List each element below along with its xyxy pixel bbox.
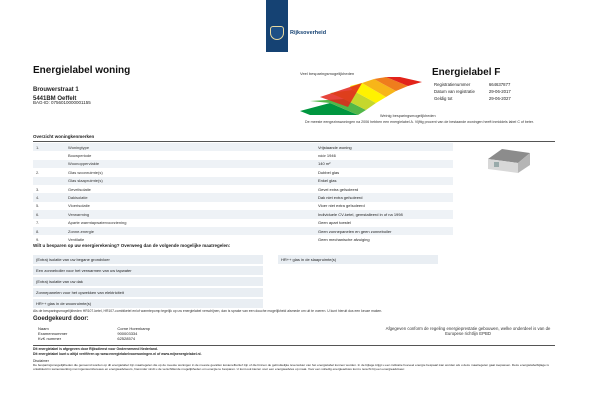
cell-num: 8. — [33, 227, 65, 235]
cell-value: Geen apart toestel — [318, 220, 351, 226]
cell-num — [33, 151, 65, 159]
cell-num — [33, 160, 65, 168]
disclaimer-text: De besparingsmogelijkheden die genoemd worden op dit energielabel zijn maatregelen die op de meeste woningen in de meeste gevallen kosteneffectief zijn of die binnen de gebruikelijke levensduur van het energielabel kunnen worden. In de bijlage krijgt u een indicatie hoeveel energie bespaart kan worden als u deze maatregelen gaat toepassen. Deze energielabelbijlage is ontwikkeld in samenwerking met ingenieursbureaus en energieadviseurs, hieronder vindt u de verschillende mogelijkheden om energie te besparen. U kunt ook kiezen voor een energieadvies op maat. Voor een volledig energieadvies kunt u terecht bij een energieadviseur. — [33, 363, 549, 371]
cell-key: Bouwperiode — [68, 153, 92, 159]
reg-key: Geldig tot — [434, 96, 453, 101]
cell-value: 140 m² — [315, 160, 453, 168]
measure-item: (Extra) isolatie van uw dak — [33, 277, 263, 286]
savings-question: Wilt u besparen op uw energierekening? Overweeg dan de volgende mogelijke maatregelen: — [33, 243, 231, 248]
measure-item: Een zonneboiler voor het verwarmen van uw tapwater — [33, 266, 263, 275]
scale-caption-low: Weinig besparingsmogelijkheden — [380, 114, 436, 118]
characteristics-table — [33, 143, 453, 244]
cell-value: Gevel extra geïsoleerd — [318, 186, 359, 192]
bag-id: BAG-ID: 0756010000001155 — [33, 100, 91, 105]
characteristics-heading: Overzicht woningkenmerken — [33, 134, 95, 139]
table-row — [33, 193, 453, 201]
table-row — [33, 160, 453, 168]
house-icon — [484, 145, 534, 175]
cell-value: Vloer niet extra geïsoleerd — [318, 203, 365, 209]
table-row — [33, 219, 453, 227]
table-row — [33, 168, 453, 176]
cell-num: 6. — [33, 210, 65, 218]
approved-table — [38, 326, 200, 341]
reg-value: 29-06-2017 — [488, 89, 511, 94]
approved-value: 62528574 — [117, 336, 136, 341]
cell-key: Vloerisolatie — [68, 203, 90, 209]
table-row — [33, 185, 453, 193]
approved-key: Naam — [38, 326, 49, 331]
cell-value: Dubbel glas — [318, 169, 340, 175]
cell-num: 3. — [36, 186, 40, 192]
measure-item: HR++ glas in de slaapruimte(s) — [278, 255, 438, 264]
measure-item: HR++ glas in de woonruimte(s) — [33, 299, 263, 308]
cell-value: Geen mechanische afzuiging — [318, 236, 370, 242]
cell-key: Zonne-energie — [65, 227, 315, 235]
logo-text: Rijksoverheid — [290, 30, 327, 36]
reg-row — [434, 96, 523, 101]
cell-key: Verwarming — [65, 210, 315, 218]
cell-num: 5. — [36, 203, 40, 209]
approved-value: Corne Horenkamp — [117, 326, 151, 331]
approved-key: Examennummer — [38, 331, 68, 336]
reg-value: 664637877 — [488, 82, 511, 87]
cell-key: Woningtype — [65, 143, 315, 151]
cell-value: vóór 1946 — [318, 153, 336, 159]
approved-key: KvK nummer — [38, 336, 62, 341]
cell-value: Enkel glas — [315, 177, 453, 185]
cell-value: Geen zonnepanelen en geen zonneboiler — [315, 227, 453, 235]
table-row — [33, 143, 453, 151]
measure-item: Zonnepanelen voor het opwekken van elektriciteit — [33, 288, 263, 297]
cell-num: 2. — [36, 169, 40, 175]
approved-heading: Goedgekeurd door: — [33, 316, 89, 322]
cell-key: Woonoppervlakte — [65, 160, 315, 168]
cell-key: Ventilatie — [68, 236, 85, 242]
divider — [33, 345, 555, 346]
footer-line1: Dit energielabel is afgegeven door Rijksdienst voor Ondernemend Nederland. — [33, 347, 158, 351]
reg-row — [434, 82, 523, 87]
approved-value: 900003334 — [117, 331, 138, 336]
label-description: De meeste eengezinswoningen na 2006 hebben een energielabel A. Vijftig procent van de bestaande woningen heeft inmiddels label C of beter. — [305, 120, 534, 124]
cell-value: Dak niet extra geïsoleerd — [315, 193, 453, 201]
cell-num: 1. — [33, 143, 65, 151]
reg-key: Registratienummer — [434, 82, 471, 87]
issued-statement: Afgegeven conform de regeling energieprestatie gebouwen, welke onderdeel is van de Europese richtlijn EPBD — [385, 326, 551, 337]
cell-value: Vrijstaande woning — [315, 143, 453, 151]
table-row — [33, 227, 453, 235]
cell-key: Glas woonruimte(s) — [68, 169, 103, 175]
cell-key: Gevelisolatie — [68, 186, 91, 192]
energy-label-title: Energielabel F — [432, 67, 501, 78]
cell-num: 7. — [36, 220, 40, 226]
disclaimer-title: Disclaimer — [33, 359, 49, 363]
reg-row — [434, 89, 523, 94]
page-title: Energielabel woning — [33, 65, 131, 76]
measure-item: (Extra) isolatie van uw begane grondvloer — [33, 255, 263, 264]
cell-num — [33, 177, 65, 185]
reg-value: 29-06-2027 — [488, 96, 511, 101]
reg-key: Datum van registratie — [434, 89, 475, 94]
cell-num: 4. — [33, 193, 65, 201]
divider — [33, 141, 555, 142]
table-row — [33, 202, 453, 210]
table-row — [33, 210, 453, 218]
cell-num: 9. — [36, 236, 40, 242]
cell-key: Glas slaapruimte(s) — [65, 177, 315, 185]
energy-label-graphic — [300, 77, 430, 117]
approved-row — [38, 336, 200, 341]
scale-caption-high: Veel besparingsmogelijkheden — [300, 71, 355, 76]
measures-note: Als de besparingsmogelijkheden HR107-ketel, HR107-combiketel en/of warmtepomp tegelijk op uw energielabel verschijnen, dan is sprake van een douche mogelijkheid alsmede om uit te voeren. U kunt hieruit dus een keuze maken. — [33, 309, 383, 313]
table-row — [33, 177, 453, 185]
address-line2: 5441BM Oeffelt — [33, 95, 77, 102]
footer-line2: Dit energielabel kunt u altijd verifiëren op www.energielabelvoorwoningen.nl of www.mijnenergielabel.nl. — [33, 352, 202, 356]
cell-key: Aparte warmtapwatervoorziening — [68, 220, 127, 226]
address-line1: Brouwerstraat 1 — [33, 87, 79, 93]
cell-value: Individuele CV-ketel, gemstalleerd in of na 1998 — [315, 210, 453, 218]
cell-key: Dakisolatie — [65, 193, 315, 201]
crest-icon — [270, 26, 284, 40]
table-row — [33, 151, 453, 159]
registration-table — [432, 80, 525, 103]
